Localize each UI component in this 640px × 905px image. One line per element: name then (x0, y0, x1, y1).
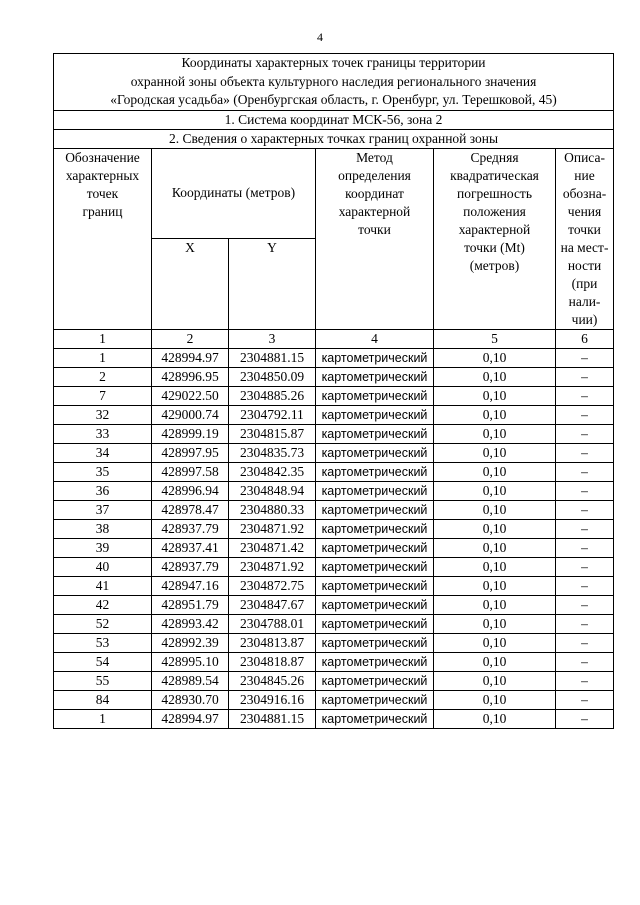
method-cell: картометрический (316, 405, 434, 424)
header-coordinates: Координаты (метров) (152, 148, 316, 239)
header-method-line: точки (358, 221, 391, 237)
error-cell: 0,10 (434, 481, 556, 500)
description-cell: – (556, 405, 614, 424)
title-line-3: «Городская усадьба» (Оренбургская область, г. Оренбург, ул. Терешковой, 45) (110, 92, 557, 107)
table-row (54, 405, 614, 424)
method-cell: картометрический (316, 595, 434, 614)
method-cell: картометрический (316, 671, 434, 690)
description-cell: – (556, 424, 614, 443)
header-x: X (152, 239, 229, 330)
boundary-points-table (53, 53, 614, 729)
y-coordinate-cell: 2304881.15 (229, 348, 316, 367)
description-cell: – (556, 557, 614, 576)
point-number-cell: 42 (54, 595, 152, 614)
error-cell: 0,10 (434, 576, 556, 595)
x-coordinate-cell: 428996.94 (152, 481, 229, 500)
x-coordinate-cell: 428993.42 (152, 614, 229, 633)
point-number-cell: 1 (54, 348, 152, 367)
header-error-line: квадратическая (450, 167, 539, 183)
header-designation-line: границ (82, 203, 123, 219)
point-number-cell: 84 (54, 690, 152, 709)
table-row (54, 367, 614, 386)
table-row (54, 576, 614, 595)
table-row (54, 386, 614, 405)
method-cell: картометрический (316, 690, 434, 709)
error-cell: 0,10 (434, 614, 556, 633)
y-coordinate-cell: 2304788.01 (229, 614, 316, 633)
y-coordinate-cell: 2304848.94 (229, 481, 316, 500)
x-coordinate-cell: 428947.16 (152, 576, 229, 595)
description-cell: – (556, 538, 614, 557)
error-cell: 0,10 (434, 424, 556, 443)
y-coordinate-cell: 2304813.87 (229, 633, 316, 652)
y-coordinate-cell: 2304792.11 (229, 405, 316, 424)
header-method-line: определения (338, 167, 411, 183)
x-coordinate-cell: 428994.97 (152, 348, 229, 367)
table-row (54, 500, 614, 519)
y-coordinate-cell: 2304815.87 (229, 424, 316, 443)
table-row (54, 424, 614, 443)
method-cell: картометрический (316, 576, 434, 595)
table-row (54, 652, 614, 671)
column-number: 5 (434, 329, 556, 348)
table-row (54, 348, 614, 367)
error-cell: 0,10 (434, 405, 556, 424)
header-method (316, 148, 434, 329)
page-number: 4 (317, 30, 323, 44)
method-cell: картометрический (316, 500, 434, 519)
x-coordinate-cell: 428996.95 (152, 367, 229, 386)
point-number-cell: 39 (54, 538, 152, 557)
y-coordinate-cell: 2304850.09 (229, 367, 316, 386)
column-number-row (54, 329, 614, 348)
header-error-line: характерной (458, 221, 531, 237)
method-cell: картометрический (316, 557, 434, 576)
document-title (54, 54, 614, 111)
header-designation (54, 148, 152, 329)
description-cell: – (556, 595, 614, 614)
y-coordinate-cell: 2304818.87 (229, 652, 316, 671)
header-error-line: погрешность (456, 185, 532, 201)
table-row (54, 690, 614, 709)
point-number-cell: 53 (54, 633, 152, 652)
point-number-cell: 55 (54, 671, 152, 690)
point-number-cell: 1 (54, 709, 152, 728)
description-cell: – (556, 576, 614, 595)
error-cell: 0,10 (434, 538, 556, 557)
description-cell: – (556, 500, 614, 519)
method-cell: картометрический (316, 367, 434, 386)
coordinate-system-heading: 1. Система координат МСК-56, зона 2 (54, 110, 614, 129)
point-number-cell: 35 (54, 462, 152, 481)
points-info-heading: 2. Сведения о характерных точках границ охранной зоны (54, 129, 614, 148)
header-description-line: ности (567, 257, 602, 273)
y-coordinate-cell: 2304842.35 (229, 462, 316, 481)
method-cell: картометрический (316, 462, 434, 481)
description-cell: – (556, 462, 614, 481)
table-row (54, 557, 614, 576)
header-error (434, 148, 556, 329)
header-y: Y (229, 239, 316, 330)
x-coordinate-cell: 428951.79 (152, 595, 229, 614)
point-number-cell: 32 (54, 405, 152, 424)
y-coordinate-cell: 2304871.42 (229, 538, 316, 557)
point-number-cell: 41 (54, 576, 152, 595)
header-description-line: точки (568, 221, 601, 237)
x-coordinate-cell: 428930.70 (152, 690, 229, 709)
y-coordinate-cell: 2304880.33 (229, 500, 316, 519)
x-coordinate-cell: 428937.41 (152, 538, 229, 557)
x-coordinate-cell: 428978.47 (152, 500, 229, 519)
description-cell: – (556, 709, 614, 728)
error-cell: 0,10 (434, 386, 556, 405)
error-cell: 0,10 (434, 462, 556, 481)
error-cell: 0,10 (434, 652, 556, 671)
point-number-cell: 37 (54, 500, 152, 519)
y-coordinate-cell: 2304916.16 (229, 690, 316, 709)
description-cell: – (556, 614, 614, 633)
x-coordinate-cell: 428994.97 (152, 709, 229, 728)
table-row (54, 443, 614, 462)
method-cell: картометрический (316, 443, 434, 462)
header-designation-line: характерных (65, 167, 140, 183)
header-description-line: (при (571, 275, 598, 291)
x-coordinate-cell: 429022.50 (152, 386, 229, 405)
description-cell: – (556, 481, 614, 500)
description-cell: – (556, 386, 614, 405)
error-cell: 0,10 (434, 709, 556, 728)
header-description-line: чии) (571, 311, 598, 327)
x-coordinate-cell: 428937.79 (152, 557, 229, 576)
table-row (54, 709, 614, 728)
method-cell: картометрический (316, 348, 434, 367)
header-error-line: точки (Mt) (464, 239, 525, 255)
header-description-line: ние (574, 167, 595, 183)
y-coordinate-cell: 2304881.15 (229, 709, 316, 728)
y-coordinate-cell: 2304845.26 (229, 671, 316, 690)
column-number: 2 (152, 329, 229, 348)
header-error-line: положения (463, 203, 526, 219)
header-description (556, 148, 614, 329)
column-number: 6 (556, 329, 614, 348)
header-description-line: обозна- (562, 185, 607, 201)
y-coordinate-cell: 2304835.73 (229, 443, 316, 462)
error-cell: 0,10 (434, 690, 556, 709)
point-number-cell: 2 (54, 367, 152, 386)
description-cell: – (556, 519, 614, 538)
error-cell: 0,10 (434, 348, 556, 367)
point-number-cell: 33 (54, 424, 152, 443)
y-coordinate-cell: 2304871.92 (229, 557, 316, 576)
point-number-cell: 36 (54, 481, 152, 500)
y-coordinate-cell: 2304847.67 (229, 595, 316, 614)
table-row (54, 671, 614, 690)
point-number-cell: 40 (54, 557, 152, 576)
x-coordinate-cell: 428992.39 (152, 633, 229, 652)
header-method-line: координат (345, 185, 404, 201)
method-cell: картометрический (316, 633, 434, 652)
header-description-line: чения (567, 203, 602, 219)
method-cell: картометрический (316, 386, 434, 405)
error-cell: 0,10 (434, 500, 556, 519)
table-row (54, 595, 614, 614)
header-designation-line: Обозначение (65, 149, 140, 165)
description-cell: – (556, 348, 614, 367)
method-cell: картометрический (316, 709, 434, 728)
y-coordinate-cell: 2304885.26 (229, 386, 316, 405)
header-error-line: (метров) (469, 257, 520, 273)
description-cell: – (556, 690, 614, 709)
description-cell: – (556, 671, 614, 690)
table-row (54, 519, 614, 538)
x-coordinate-cell: 429000.74 (152, 405, 229, 424)
x-coordinate-cell: 428995.10 (152, 652, 229, 671)
error-cell: 0,10 (434, 595, 556, 614)
description-cell: – (556, 633, 614, 652)
error-cell: 0,10 (434, 519, 556, 538)
x-coordinate-cell: 428937.79 (152, 519, 229, 538)
header-method-line: Метод (356, 149, 393, 165)
point-number-cell: 34 (54, 443, 152, 462)
header-description-line: нали- (568, 293, 601, 309)
x-coordinate-cell: 428999.19 (152, 424, 229, 443)
point-number-cell: 54 (54, 652, 152, 671)
column-number: 1 (54, 329, 152, 348)
table-row (54, 633, 614, 652)
point-number-cell: 38 (54, 519, 152, 538)
header-description-line: на мест- (560, 239, 609, 255)
method-cell: картометрический (316, 519, 434, 538)
x-coordinate-cell: 428989.54 (152, 671, 229, 690)
table-row (54, 538, 614, 557)
method-cell: картометрический (316, 614, 434, 633)
error-cell: 0,10 (434, 557, 556, 576)
table-row (54, 481, 614, 500)
method-cell: картометрический (316, 538, 434, 557)
header-designation-line: точек (86, 185, 119, 201)
point-number-cell: 52 (54, 614, 152, 633)
description-cell: – (556, 443, 614, 462)
error-cell: 0,10 (434, 671, 556, 690)
method-cell: картометрический (316, 424, 434, 443)
header-method-line: характерной (338, 203, 411, 219)
y-coordinate-cell: 2304872.75 (229, 576, 316, 595)
header-description-line: Описа- (564, 149, 605, 165)
description-cell: – (556, 367, 614, 386)
error-cell: 0,10 (434, 443, 556, 462)
column-number: 4 (316, 329, 434, 348)
description-cell: – (556, 652, 614, 671)
error-cell: 0,10 (434, 633, 556, 652)
point-number-cell: 7 (54, 386, 152, 405)
method-cell: картометрический (316, 481, 434, 500)
header-error-line: Средняя (470, 149, 519, 165)
y-coordinate-cell: 2304871.92 (229, 519, 316, 538)
title-line-1: Координаты характерных точек границы территории (181, 55, 486, 70)
method-cell: картометрический (316, 652, 434, 671)
x-coordinate-cell: 428997.95 (152, 443, 229, 462)
column-number: 3 (229, 329, 316, 348)
title-line-2: охранной зоны объекта культурного наследия регионального значения (130, 73, 537, 89)
error-cell: 0,10 (434, 367, 556, 386)
table-row (54, 614, 614, 633)
x-coordinate-cell: 428997.58 (152, 462, 229, 481)
table-row (54, 462, 614, 481)
